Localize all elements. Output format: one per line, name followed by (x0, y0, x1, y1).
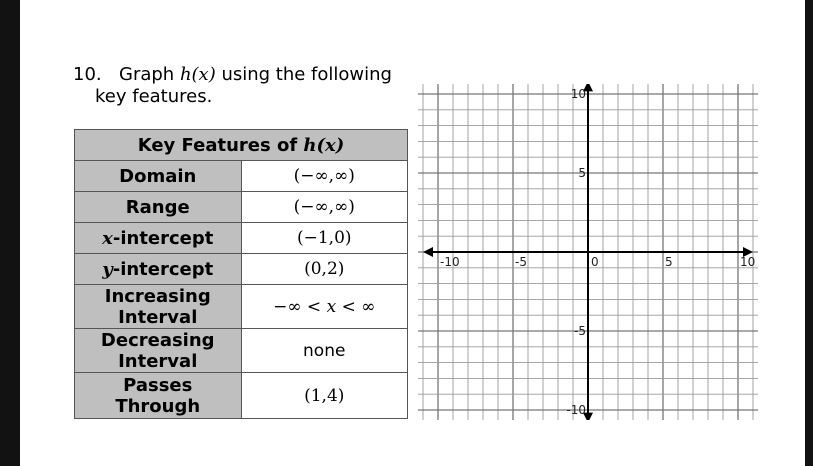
question-line-2: key features. (95, 86, 213, 107)
row-value: none (241, 329, 408, 373)
worksheet-page (20, 0, 805, 466)
y-tick-label: -5 (574, 324, 586, 338)
y-tick-label: 5 (578, 166, 586, 180)
row-label-text: -intercept (112, 258, 214, 280)
x-axis-arrow-left (423, 247, 433, 257)
row-label: Range (75, 192, 242, 223)
right-dark-border (805, 0, 813, 466)
table-title (75, 130, 408, 161)
axes (423, 84, 756, 420)
row-value: (0,2) (241, 254, 408, 285)
row-label-var: y (102, 258, 113, 280)
row-label (75, 254, 242, 285)
row-value-var: x (326, 296, 337, 317)
y-tick-label: -10 (566, 403, 586, 417)
row-label (75, 329, 242, 373)
row-value-b: < ∞ (336, 296, 376, 317)
table-row-range (75, 192, 408, 223)
row-label-line1: Passes (123, 374, 193, 396)
table-row-x-intercept (75, 223, 408, 254)
question-function: h(x) (179, 64, 216, 85)
row-value (241, 285, 408, 329)
row-label-line2: Interval (118, 306, 198, 328)
row-label-line2: Through (115, 395, 201, 417)
y-tick-label: 10 (570, 87, 586, 101)
row-label-line1: Decreasing (100, 329, 215, 351)
key-features-table (74, 129, 408, 419)
row-label (75, 373, 242, 419)
table-row-increasing (75, 285, 408, 329)
question-prompt (73, 64, 413, 108)
x-tick-label: 10 (740, 255, 756, 269)
row-label (75, 223, 242, 254)
row-label-line2: Interval (118, 350, 198, 372)
row-label-text: -intercept (112, 227, 214, 249)
table-title-func: h(x) (303, 134, 345, 156)
question-number: 10. (73, 64, 102, 85)
row-value: (−∞,∞) (241, 192, 408, 223)
x-tick-label: 0 (591, 255, 599, 269)
left-dark-border (0, 0, 20, 466)
x-tick-label: -5 (515, 255, 527, 269)
row-value: (−∞,∞) (241, 161, 408, 192)
x-tick-label: 5 (665, 255, 673, 269)
table-title-text: Key Features of (137, 134, 304, 156)
coordinate-grid[interactable] (418, 84, 758, 420)
row-value: (−1,0) (241, 223, 408, 254)
row-value: (1,4) (241, 373, 408, 419)
row-label: Domain (75, 161, 242, 192)
row-label-line1: Increasing (104, 285, 211, 307)
question-text-a: Graph (119, 64, 180, 85)
x-tick-label: -10 (440, 255, 460, 269)
row-label (75, 285, 242, 329)
row-label-var: x (102, 227, 113, 249)
table-row-y-intercept (75, 254, 408, 285)
row-value-a: −∞ < (273, 296, 327, 317)
question-text-b: using the following (215, 64, 392, 85)
table-row-decreasing (75, 329, 408, 373)
table-row-passes-through (75, 373, 408, 419)
table-row-domain (75, 161, 408, 192)
